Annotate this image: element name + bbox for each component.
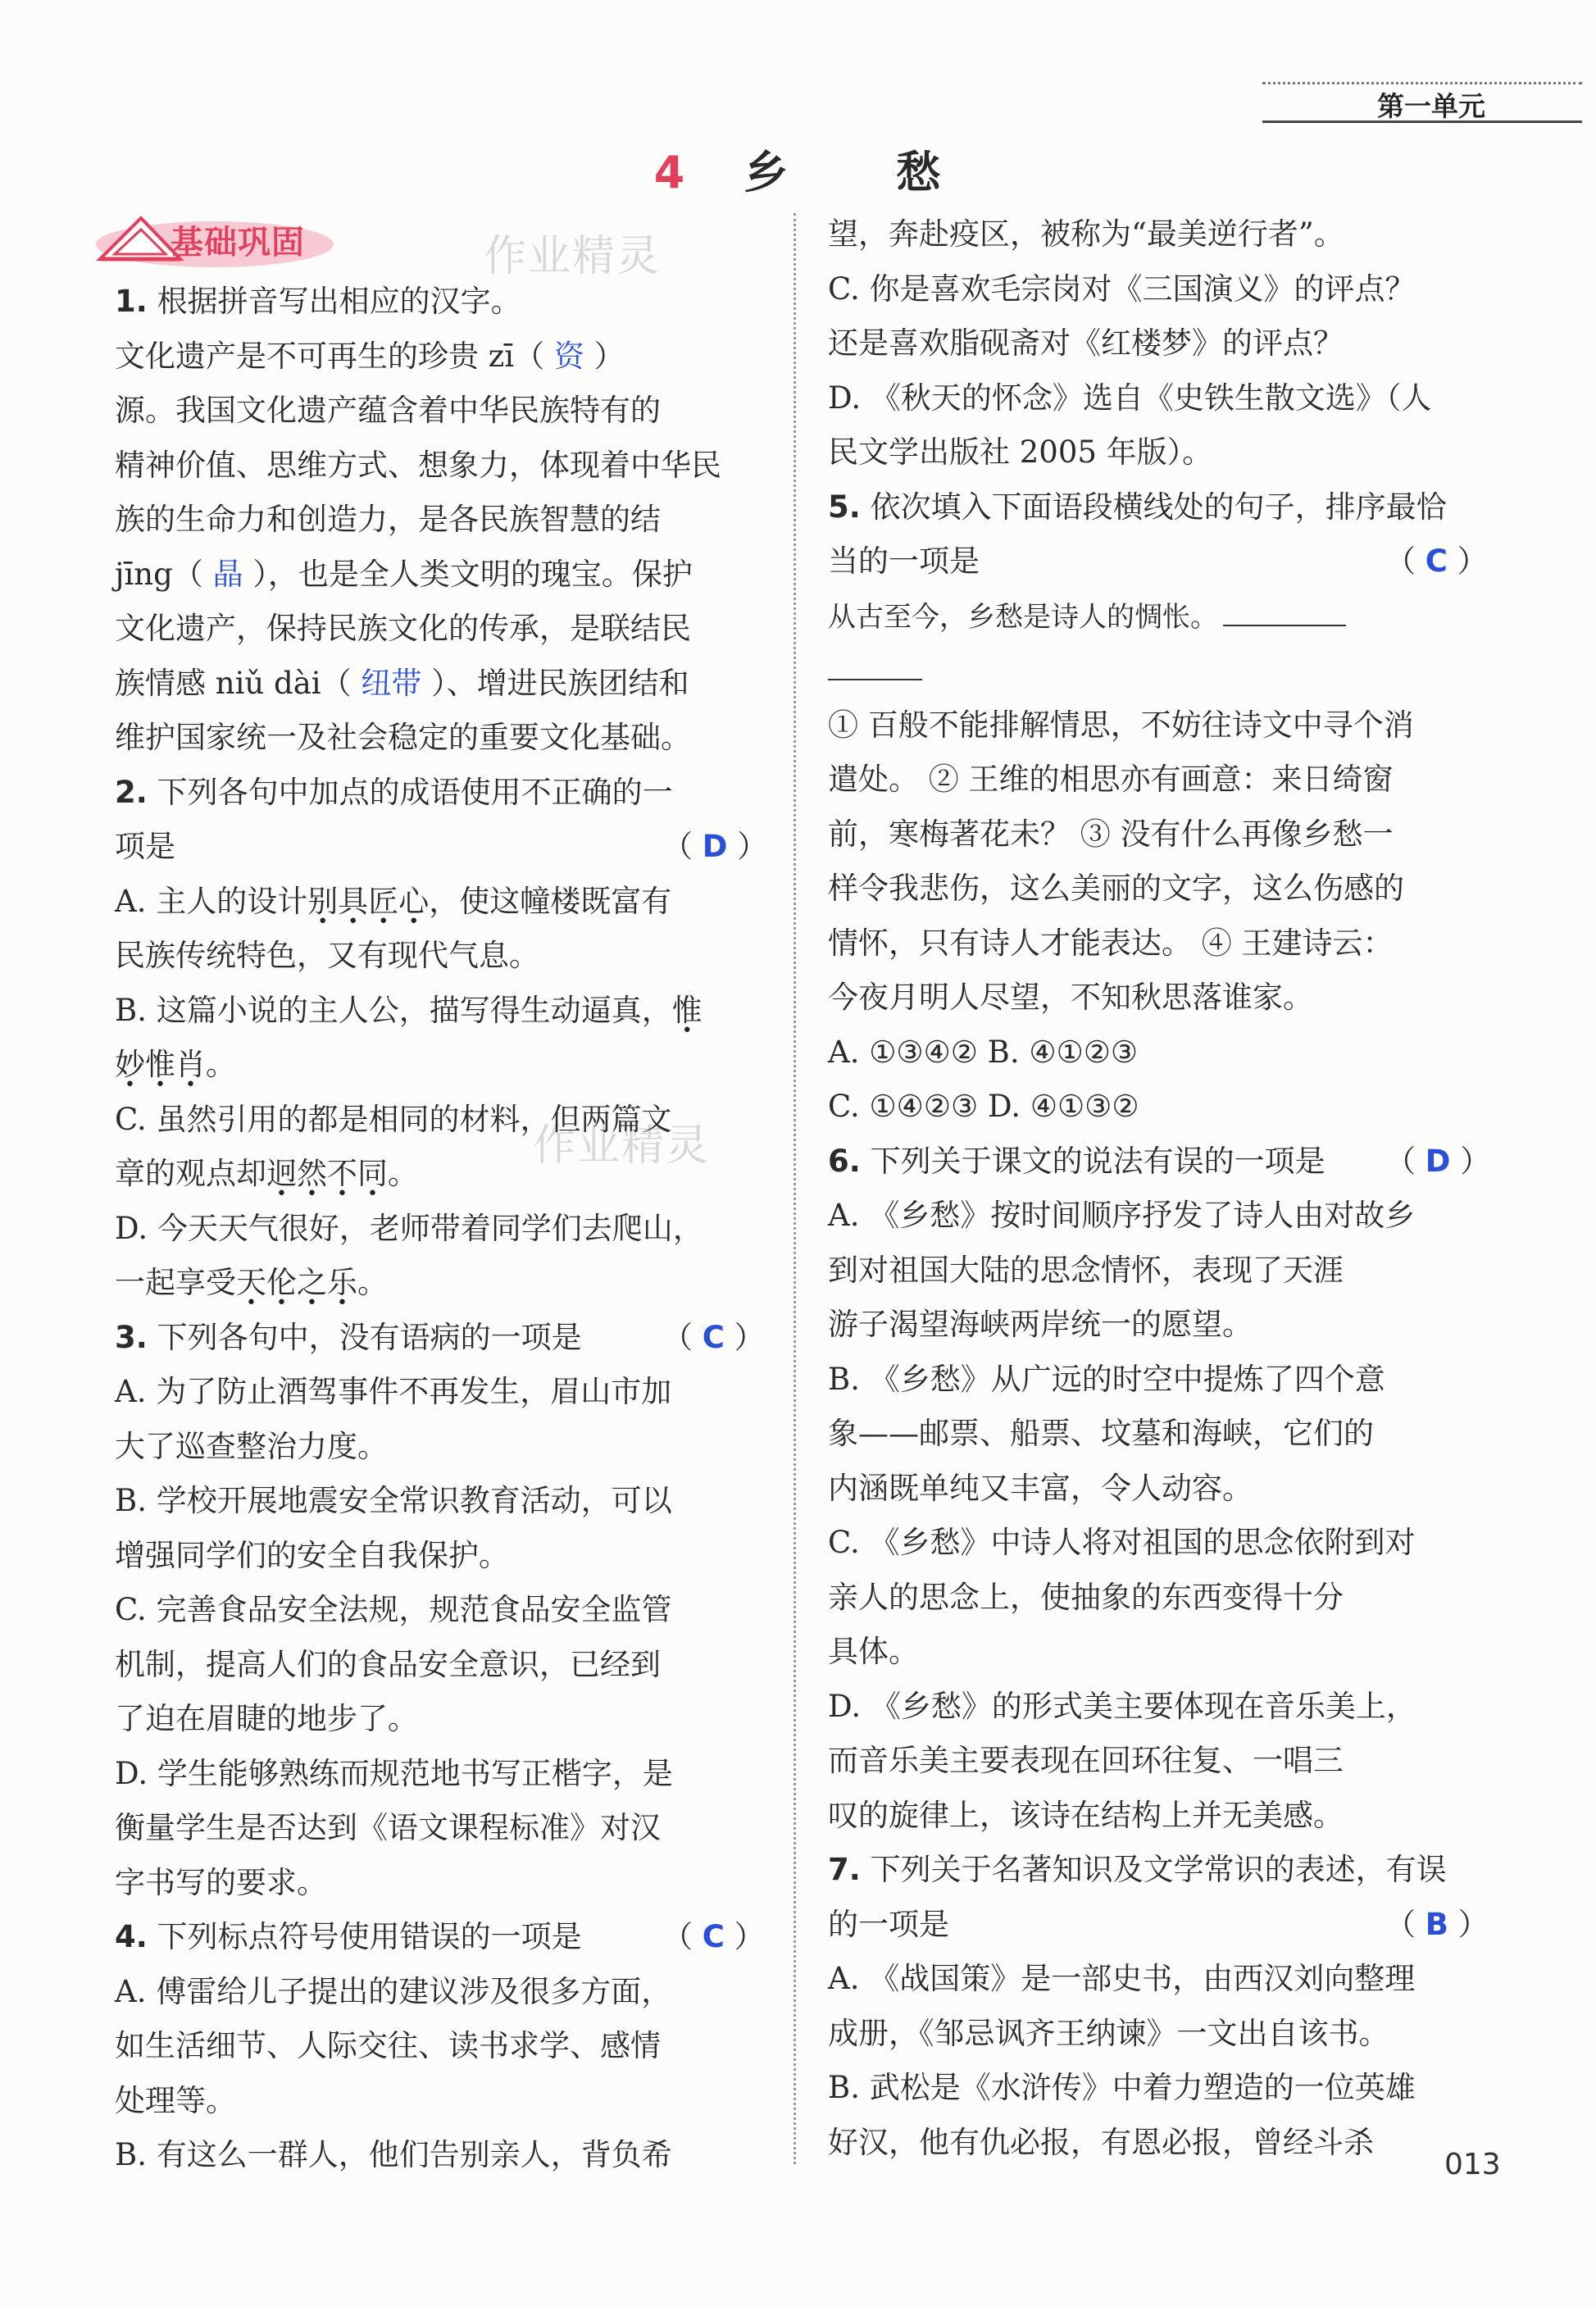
text-segment: 天 (236, 1265, 266, 1300)
text-segment: C. ①④②③ D. ④①③② (828, 1089, 1139, 1124)
left-column-text-line (115, 2083, 236, 2119)
text-segment: C. 虽然引用的都是相同的材料，但两篇文 (115, 1101, 672, 1137)
text-segment: 惟 (671, 992, 703, 1028)
text-segment: 。 (206, 1047, 236, 1082)
answer-bracket: （ D ） (1385, 1143, 1491, 1179)
answer-choice: D (702, 829, 728, 864)
text-segment: 前，寒梅著花未？ ③ 没有什么再像乡愁一 (828, 816, 1394, 852)
text-segment: 维护国家统一及社会稳定的重要文化基础。 (115, 720, 691, 755)
left-column-text-line (115, 1483, 672, 1519)
handwritten-answer: 晶 (212, 556, 243, 592)
left-column-text-line (115, 666, 689, 702)
handwritten-answer: 资 (553, 338, 584, 374)
text-segment: 肖 (175, 1047, 206, 1082)
text-segment: 源。我国文化遗产蕴含着中华民族特有的 (115, 393, 661, 428)
text-segment: 根据拼音写出相应的汉字。 (147, 284, 521, 319)
watermark: 作业精灵 (533, 1121, 711, 1171)
text-segment: A. 为了防止酒驾事件不再发生，眉山市加 (115, 1374, 672, 1409)
unit-label: 第一单元 (1377, 90, 1485, 122)
text-segment: 了迫在眉睫的地步了。 (115, 1701, 418, 1736)
right-column-text-line (828, 1961, 1415, 1997)
left-column-text-line (115, 284, 521, 320)
text-segment: C. 你是喜欢毛宗岗对《三国演义》的评点？ (828, 271, 1416, 307)
column-separator (793, 213, 796, 2164)
right-column-text-line (828, 1743, 1344, 1779)
text-segment: A. 《乡愁》按时间顺序抒发了诗人由对故乡 (828, 1198, 1416, 1233)
text-segment: 下列各句中加点的成语使用不正确的一 (147, 774, 673, 810)
right-column-text-line (828, 1580, 1344, 1616)
section-heading-label: 基础巩固 (171, 224, 305, 262)
text-segment: 文化遗产，保持民族文化的传承，是联结民 (115, 611, 691, 646)
left-column-text-line (115, 1265, 388, 1301)
text-segment: 之 (297, 1265, 327, 1300)
text-segment: 下列各句中，没有语病的一项是 (147, 1319, 582, 1355)
lesson-number: 4 (653, 147, 687, 198)
left-column-text-line (115, 1701, 418, 1737)
text-segment: 字书写的要求。 (115, 1864, 327, 1900)
text-segment: ）、增进民族团结和 (421, 665, 689, 701)
answer-bracket: （ C ） (662, 1919, 765, 1954)
left-column-text-line (115, 720, 691, 756)
question-number: 4. (115, 1919, 148, 1954)
text-segment: 下列标点符号使用错误的一项是 (147, 1919, 582, 1954)
right-column-text-line (828, 1035, 1138, 1071)
text-segment: C. 《乡愁》中诗人将对祖国的思念依附到对 (828, 1525, 1416, 1560)
text-segment: 亲人的思念上，使抽象的东西变得十分 (828, 1579, 1344, 1615)
text-segment: 妙 (115, 1047, 145, 1082)
left-column-text-line (115, 1810, 661, 1846)
text-segment: 的一项是 (828, 1906, 949, 1942)
left-column-text-line (115, 611, 691, 647)
left-column-text-line (115, 2137, 672, 2173)
text-segment: B. 《乡愁》从广远的时空中提炼了四个意 (828, 1361, 1385, 1397)
text-segment: 下列关于名著知识及文学常识的表述，有误 (860, 1852, 1447, 1887)
text-segment: D. 《秋天的怀念》选自《史铁生散文选》（人 (828, 380, 1432, 416)
left-column-text-line (115, 775, 673, 811)
text-segment: 精神价值、思维方式、想象力，体现着中华民 (115, 447, 721, 483)
text-segment: 从古至今，乡愁是诗人的惆怅。 (828, 600, 1218, 634)
right-column-text-line (828, 1525, 1416, 1561)
answer-choice: D (1425, 1143, 1451, 1179)
unit-header-dotted-rule (1262, 82, 1582, 84)
question-number: 5. (828, 489, 861, 525)
text-segment: ），也是全人类文明的瑰宝。保护 (243, 556, 693, 592)
question-number: 1. (115, 284, 148, 319)
left-column-text-line (115, 1102, 672, 1138)
text-segment: 乐 (327, 1265, 357, 1300)
text-segment: 项是 (115, 829, 175, 864)
question-number: 7. (828, 1852, 861, 1887)
text-segment: 还是喜欢脂砚斋对《红楼梦》的评点？ (828, 325, 1344, 361)
text-segment: 衡量学生是否达到《语文课程标准》对汉 (115, 1810, 661, 1845)
answer-choice: C (1425, 544, 1448, 579)
text-segment: 心 (398, 883, 430, 919)
text-segment: 内涵既单纯又丰富，令人动容。 (828, 1470, 1253, 1506)
left-column-text-line (115, 339, 625, 375)
text-segment: A. 傅雷给儿子提出的建议涉及很多方面， (115, 1973, 672, 2009)
lesson-title-char-1: 乡 (743, 146, 790, 198)
right-column-text-line (828, 1798, 1344, 1834)
right-column-text-line (828, 707, 1414, 744)
right-column-text-line (828, 434, 1212, 471)
text-segment: 大了巡查整治力度。 (115, 1428, 388, 1464)
text-segment: 别 (307, 883, 339, 919)
left-column-text-line (115, 829, 175, 865)
left-column-text-line (115, 557, 693, 593)
answer-choice: C (702, 1919, 725, 1954)
right-column-text-line (828, 1144, 1325, 1180)
right-column-text-line (828, 489, 1447, 525)
left-column-text-line (115, 448, 721, 484)
text-segment: A. 《战国策》是一部史书，由西汉刘向整理 (828, 1961, 1416, 1996)
question-number: 2. (115, 774, 148, 810)
text-segment: 迥 (266, 1156, 297, 1191)
text-segment: 情怀，只有诗人才能表达。 ④ 王建诗云： (828, 925, 1394, 961)
text-segment: 到对祖国大陆的思念情怀，表现了天涯 (828, 1252, 1344, 1288)
left-column-text-line (115, 1865, 327, 1901)
fill-blank-line (1223, 625, 1346, 626)
left-column-text-line (115, 1919, 582, 1955)
left-column-text-line (115, 1211, 703, 1247)
text-segment: 。 (388, 1156, 418, 1191)
right-column-text-line (828, 871, 1404, 907)
text-segment: 处理等。 (115, 2082, 236, 2118)
text-segment: 伦 (266, 1265, 297, 1300)
right-column-text-line (828, 2016, 1389, 2052)
text-segment: D. 《乡愁》的形式美主要体现在音乐美上， (828, 1688, 1416, 1724)
text-segment: B. 这篇小说的主人公，描写得生动逼真， (115, 992, 672, 1028)
text-segment: 样令我悲伤，这么美丽的文字，这么伤感的 (828, 871, 1404, 906)
text-segment: 机制，提高人们的食品安全意识，已经到 (115, 1646, 661, 1682)
left-column-text-line (115, 1974, 671, 2010)
left-column-text-line (115, 1592, 672, 1628)
right-column-text-line (828, 271, 1416, 307)
right-column-text-line (828, 1089, 1139, 1125)
text-segment: D. 学生能够熟练而规范地书写正楷字，是 (115, 1755, 673, 1791)
text-segment: 今夜月明人尽望，不知秋思落谁家。 (828, 980, 1313, 1015)
text-segment: A. ①③④② B. ④①②③ (828, 1034, 1139, 1070)
answer-bracket: （ C ） (1385, 544, 1488, 579)
right-column-text-line (828, 1852, 1447, 1888)
text-segment: ，使这幢楼既富有 (429, 883, 672, 919)
watermark: 作业精灵 (484, 232, 662, 281)
left-column-text-line (115, 1374, 671, 1410)
text-segment: 好汉，他有仇必报，有恩必报，曾经斗杀 (828, 2124, 1374, 2160)
left-column-text-line (115, 884, 671, 920)
text-segment: 一起享受 (115, 1265, 236, 1300)
right-column-text-line (828, 325, 1344, 362)
text-segment: ① 百般不能排解情思，不妨往诗文中寻个消 (828, 707, 1414, 743)
text-segment: 文化遗产是不可再生的珍贵 zī（ (115, 338, 554, 374)
text-segment: 章的观点却 (115, 1156, 266, 1191)
question-number: 6. (828, 1143, 861, 1179)
right-column-text-line (828, 2125, 1374, 2161)
left-column-text-line (115, 938, 539, 974)
text-segment: 下列关于课文的说法有误的一项是 (860, 1143, 1325, 1179)
right-column-text-line (828, 1362, 1385, 1398)
left-column-text-line (115, 502, 661, 538)
right-column-text-line (828, 1253, 1344, 1289)
text-segment: 。 (357, 1265, 388, 1300)
right-column-text-line (828, 2070, 1416, 2106)
text-segment: 象——邮票、船票、坟墓和海峡，它们的 (828, 1416, 1374, 1451)
right-column-text-line (828, 980, 1313, 1016)
text-segment: 民族传统特色，又有现代气息。 (115, 938, 539, 973)
text-segment: ） (584, 338, 625, 374)
answer-bracket: （ C ） (662, 1319, 765, 1355)
text-segment: 然 (297, 1156, 327, 1191)
text-segment: 不 (327, 1156, 357, 1191)
answer-bracket: （ D ） (662, 829, 768, 864)
left-column-text-line (115, 1429, 388, 1465)
text-segment: 遣处。 ② 王维的相思亦有画意：来日绮窗 (828, 762, 1394, 797)
left-column-text-line (115, 1647, 661, 1683)
text-segment: 成册，《邹忌讽齐王纳谏》一文出自该书。 (828, 2015, 1389, 2051)
question-number: 3. (115, 1319, 148, 1355)
text-segment: 匠 (368, 883, 399, 919)
right-column-text-line (828, 1471, 1253, 1507)
text-segment: B. 武松是《水浒传》中着力塑造的一位英雄 (828, 2070, 1416, 2105)
text-segment: 望，奔赴疫区，被称为“最美逆行者”。 (828, 216, 1344, 252)
right-column-text-line (828, 1416, 1374, 1452)
text-segment: 族情感 niǔ dài（ (115, 665, 361, 701)
text-segment: 而音乐美主要表现在回环往复、一唱三 (828, 1743, 1344, 1778)
right-column-text-line (828, 1307, 1253, 1343)
answer-choice: C (702, 1319, 725, 1355)
right-column-text-line (828, 544, 980, 580)
text-segment: 具体。 (828, 1634, 919, 1669)
text-segment: B. 学校开展地震安全常识教育活动，可以 (115, 1483, 672, 1518)
text-segment: 同 (357, 1156, 388, 1191)
left-column-text-line (115, 1538, 509, 1574)
left-column-text-line (115, 1756, 673, 1792)
left-column-text-line (115, 1320, 582, 1356)
left-column-text-line (115, 1047, 236, 1083)
text-segment: 依次填入下面语段横线处的句子，排序最恰 (860, 489, 1447, 525)
text-segment: 增强同学们的安全自我保护。 (115, 1537, 509, 1573)
page-number: 013 (1444, 2148, 1501, 2181)
lesson-title-char-2: 愁 (896, 146, 943, 198)
text-segment: 叹的旋律上，该诗在结构上并无美感。 (828, 1797, 1344, 1833)
right-column-text-line (828, 1634, 919, 1670)
left-column-text-line (115, 1156, 418, 1192)
text-segment: D. 今天天气很好，老师带着同学们去爬山， (115, 1210, 703, 1246)
text-segment: C. 完善食品安全法规，规范食品安全监管 (115, 1592, 672, 1627)
text-segment: 游子渴望海峡两岸统一的愿望。 (828, 1307, 1253, 1342)
right-column-text-line (828, 380, 1431, 416)
right-column-text-line (828, 216, 1344, 252)
lesson-title (0, 138, 1596, 201)
left-column-text-line (115, 393, 661, 429)
right-column-text-line (828, 762, 1394, 798)
right-column-text-line (828, 1198, 1415, 1234)
handwritten-answer: 纽带 (361, 665, 422, 701)
text-segment: 族的生命力和创造力，是各民族智慧的结 (115, 502, 661, 537)
right-column-text-line (828, 653, 922, 689)
text-segment: 惟 (145, 1047, 175, 1082)
answer-choice: B (1425, 1906, 1448, 1942)
text-segment: jīng（ (115, 556, 213, 592)
right-column-text-line (828, 1907, 949, 1943)
right-column-text-line (828, 1689, 1416, 1725)
right-column-text-line (828, 926, 1394, 962)
text-segment: B. 有这么一群人，他们告别亲人，背负希 (115, 2137, 672, 2172)
fill-blank-line (828, 679, 922, 680)
left-column-text-line (115, 2028, 661, 2064)
unit-header-rule (1262, 121, 1582, 123)
text-segment: 具 (338, 883, 369, 919)
text-segment: 如生活细节、人际交往、读书求学、感情 (115, 2028, 661, 2063)
right-column-text-line (828, 598, 1346, 635)
text-segment: A. 主人的设计 (115, 883, 308, 919)
answer-bracket: （ B ） (1385, 1906, 1489, 1942)
left-column-text-line (115, 993, 703, 1029)
right-column-text-line (828, 816, 1394, 853)
text-segment: 当的一项是 (828, 544, 980, 579)
text-segment: 民文学出版社 2005 年版）。 (828, 434, 1213, 470)
